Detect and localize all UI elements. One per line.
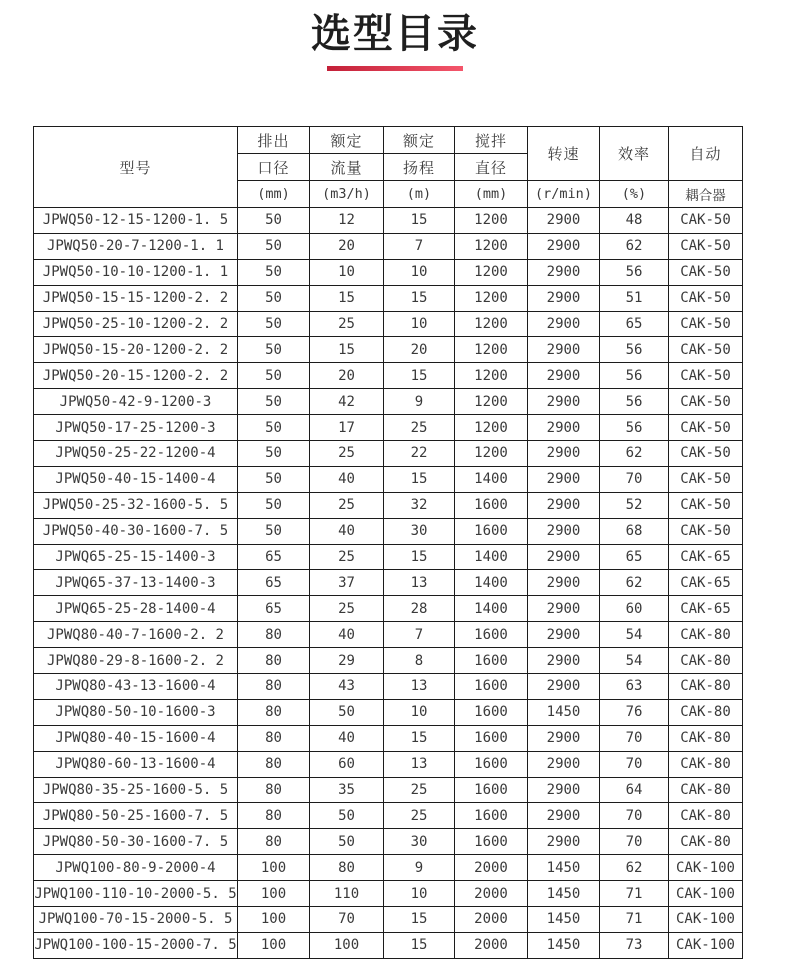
cell-rated-head: 30	[384, 829, 455, 855]
cell-model: JPWQ50-12-15-1200-1. 5	[34, 208, 238, 234]
cell-coupler: CAK-50	[669, 441, 743, 467]
cell-speed: 1450	[528, 932, 600, 958]
cell-speed: 2900	[528, 285, 600, 311]
cell-efficiency: 65	[600, 311, 669, 337]
cell-speed: 2900	[528, 415, 600, 441]
cell-model: JPWQ50-25-32-1600-5. 5	[34, 492, 238, 518]
cell-model: JPWQ80-40-7-1600-2. 2	[34, 622, 238, 648]
cell-coupler: CAK-50	[669, 311, 743, 337]
cell-efficiency: 70	[600, 725, 669, 751]
cell-efficiency: 65	[600, 544, 669, 570]
table-row	[34, 881, 743, 907]
cell-model: JPWQ65-37-13-1400-3	[34, 570, 238, 596]
header-mixing-line1: 搅拌	[455, 127, 528, 154]
table-row	[34, 596, 743, 622]
cell-mixing-diameter: 2000	[455, 881, 528, 907]
cell-coupler: CAK-100	[669, 907, 743, 933]
cell-coupler: CAK-50	[669, 492, 743, 518]
cell-efficiency: 56	[600, 363, 669, 389]
cell-mixing-diameter: 1200	[455, 285, 528, 311]
cell-outlet-diameter: 50	[238, 208, 310, 234]
cell-rated-head: 7	[384, 622, 455, 648]
cell-mixing-diameter: 1200	[455, 233, 528, 259]
cell-rated-flow: 10	[310, 259, 384, 285]
header-head-unit: (m)	[384, 181, 455, 208]
table-row	[34, 544, 743, 570]
cell-rated-head: 8	[384, 648, 455, 674]
cell-speed: 2900	[528, 725, 600, 751]
table-row	[34, 570, 743, 596]
cell-speed: 1450	[528, 907, 600, 933]
cell-rated-head: 15	[384, 932, 455, 958]
cell-coupler: CAK-50	[669, 285, 743, 311]
cell-outlet-diameter: 80	[238, 829, 310, 855]
header-flow-unit: (m3/h)	[310, 181, 384, 208]
cell-coupler: CAK-50	[669, 208, 743, 234]
table-row	[34, 233, 743, 259]
table-row	[34, 648, 743, 674]
table-row	[34, 777, 743, 803]
cell-speed: 2900	[528, 803, 600, 829]
selection-catalog-table	[33, 126, 743, 959]
cell-efficiency: 63	[600, 674, 669, 700]
cell-mixing-diameter: 1200	[455, 415, 528, 441]
cell-model: JPWQ80-60-13-1600-4	[34, 751, 238, 777]
header-model: 型号	[34, 127, 238, 208]
cell-model: JPWQ80-35-25-1600-5. 5	[34, 777, 238, 803]
cell-model: JPWQ100-110-10-2000-5. 5	[34, 881, 238, 907]
cell-outlet-diameter: 50	[238, 259, 310, 285]
cell-outlet-diameter: 100	[238, 881, 310, 907]
cell-rated-flow: 40	[310, 622, 384, 648]
page-title: 选型目录	[311, 12, 479, 56]
table-row	[34, 363, 743, 389]
cell-rated-head: 13	[384, 751, 455, 777]
cell-outlet-diameter: 80	[238, 751, 310, 777]
cell-speed: 2900	[528, 674, 600, 700]
table-row	[34, 725, 743, 751]
cell-efficiency: 62	[600, 855, 669, 881]
cell-coupler: CAK-80	[669, 699, 743, 725]
table-row	[34, 932, 743, 958]
cell-coupler: CAK-100	[669, 855, 743, 881]
header-speed-unit: (r/min)	[528, 181, 600, 208]
header-row-1	[34, 127, 743, 154]
cell-rated-flow: 15	[310, 285, 384, 311]
cell-outlet-diameter: 50	[238, 389, 310, 415]
cell-rated-flow: 25	[310, 492, 384, 518]
cell-speed: 2900	[528, 751, 600, 777]
header-efficiency: 效率	[600, 127, 669, 181]
cell-efficiency: 51	[600, 285, 669, 311]
cell-speed: 2900	[528, 363, 600, 389]
cell-speed: 2900	[528, 777, 600, 803]
cell-speed: 1450	[528, 881, 600, 907]
cell-rated-head: 25	[384, 777, 455, 803]
cell-speed: 2900	[528, 648, 600, 674]
table-row	[34, 259, 743, 285]
cell-rated-flow: 40	[310, 725, 384, 751]
cell-speed: 2900	[528, 544, 600, 570]
cell-mixing-diameter: 1600	[455, 492, 528, 518]
cell-rated-head: 15	[384, 208, 455, 234]
cell-rated-head: 7	[384, 233, 455, 259]
cell-speed: 2900	[528, 570, 600, 596]
cell-model: JPWQ50-40-30-1600-7. 5	[34, 518, 238, 544]
cell-coupler: CAK-65	[669, 570, 743, 596]
cell-speed: 2900	[528, 518, 600, 544]
cell-speed: 2900	[528, 466, 600, 492]
cell-efficiency: 62	[600, 233, 669, 259]
header-coupler-unit: 耦合器	[669, 181, 743, 208]
cell-mixing-diameter: 1600	[455, 777, 528, 803]
cell-outlet-diameter: 80	[238, 699, 310, 725]
cell-speed: 2900	[528, 492, 600, 518]
table-row	[34, 907, 743, 933]
cell-rated-flow: 50	[310, 803, 384, 829]
cell-outlet-diameter: 80	[238, 803, 310, 829]
cell-mixing-diameter: 1200	[455, 389, 528, 415]
table-row	[34, 855, 743, 881]
cell-rated-head: 25	[384, 415, 455, 441]
cell-rated-flow: 70	[310, 907, 384, 933]
cell-model: JPWQ50-25-22-1200-4	[34, 441, 238, 467]
cell-rated-head: 13	[384, 674, 455, 700]
cell-outlet-diameter: 65	[238, 544, 310, 570]
table-row	[34, 492, 743, 518]
cell-mixing-diameter: 2000	[455, 932, 528, 958]
cell-outlet-diameter: 50	[238, 441, 310, 467]
cell-rated-head: 9	[384, 389, 455, 415]
cell-outlet-diameter: 50	[238, 233, 310, 259]
cell-efficiency: 70	[600, 751, 669, 777]
cell-coupler: CAK-100	[669, 932, 743, 958]
cell-coupler: CAK-80	[669, 725, 743, 751]
cell-outlet-diameter: 50	[238, 492, 310, 518]
header-flow-line1: 额定	[310, 127, 384, 154]
cell-model: JPWQ80-40-15-1600-4	[34, 725, 238, 751]
cell-rated-head: 13	[384, 570, 455, 596]
cell-mixing-diameter: 1600	[455, 803, 528, 829]
table-row	[34, 829, 743, 855]
cell-outlet-diameter: 80	[238, 648, 310, 674]
cell-rated-flow: 50	[310, 699, 384, 725]
cell-rated-head: 9	[384, 855, 455, 881]
cell-rated-flow: 42	[310, 389, 384, 415]
cell-model: JPWQ50-42-9-1200-3	[34, 389, 238, 415]
cell-efficiency: 71	[600, 881, 669, 907]
cell-speed: 2900	[528, 829, 600, 855]
cell-rated-flow: 25	[310, 544, 384, 570]
cell-mixing-diameter: 1200	[455, 311, 528, 337]
cell-rated-flow: 80	[310, 855, 384, 881]
cell-mixing-diameter: 1400	[455, 466, 528, 492]
cell-speed: 1450	[528, 699, 600, 725]
cell-efficiency: 70	[600, 803, 669, 829]
cell-speed: 1450	[528, 855, 600, 881]
header-head-line1: 额定	[384, 127, 455, 154]
cell-efficiency: 56	[600, 415, 669, 441]
table-row	[34, 518, 743, 544]
header-efficiency-unit: (%)	[600, 181, 669, 208]
cell-mixing-diameter: 2000	[455, 907, 528, 933]
cell-coupler: CAK-80	[669, 648, 743, 674]
cell-model: JPWQ50-20-7-1200-1. 1	[34, 233, 238, 259]
cell-efficiency: 52	[600, 492, 669, 518]
cell-coupler: CAK-80	[669, 829, 743, 855]
cell-model: JPWQ80-29-8-1600-2. 2	[34, 648, 238, 674]
cell-rated-head: 22	[384, 441, 455, 467]
cell-mixing-diameter: 1200	[455, 441, 528, 467]
cell-outlet-diameter: 65	[238, 596, 310, 622]
cell-efficiency: 68	[600, 518, 669, 544]
cell-speed: 2900	[528, 337, 600, 363]
cell-mixing-diameter: 1600	[455, 622, 528, 648]
cell-outlet-diameter: 50	[238, 518, 310, 544]
cell-rated-head: 15	[384, 285, 455, 311]
cell-model: JPWQ80-43-13-1600-4	[34, 674, 238, 700]
header-outlet-line2: 口径	[238, 154, 310, 181]
header-mixing-unit: (mm)	[455, 181, 528, 208]
cell-rated-flow: 110	[310, 881, 384, 907]
cell-efficiency: 62	[600, 570, 669, 596]
header-outlet-unit: (mm)	[238, 181, 310, 208]
cell-model: JPWQ100-80-9-2000-4	[34, 855, 238, 881]
header-flow-line2: 流量	[310, 154, 384, 181]
cell-efficiency: 56	[600, 337, 669, 363]
table-row	[34, 311, 743, 337]
cell-rated-flow: 37	[310, 570, 384, 596]
cell-efficiency: 62	[600, 441, 669, 467]
cell-mixing-diameter: 1600	[455, 751, 528, 777]
cell-mixing-diameter: 1600	[455, 699, 528, 725]
header-speed: 转速	[528, 127, 600, 181]
cell-outlet-diameter: 100	[238, 907, 310, 933]
cell-rated-head: 28	[384, 596, 455, 622]
cell-efficiency: 73	[600, 932, 669, 958]
cell-rated-head: 15	[384, 907, 455, 933]
cell-rated-flow: 15	[310, 337, 384, 363]
table-row	[34, 622, 743, 648]
cell-speed: 2900	[528, 208, 600, 234]
cell-rated-flow: 25	[310, 596, 384, 622]
cell-rated-head: 32	[384, 492, 455, 518]
cell-model: JPWQ50-17-25-1200-3	[34, 415, 238, 441]
table-header	[34, 127, 743, 208]
cell-rated-head: 10	[384, 881, 455, 907]
cell-rated-flow: 100	[310, 932, 384, 958]
cell-coupler: CAK-80	[669, 751, 743, 777]
cell-mixing-diameter: 1400	[455, 570, 528, 596]
cell-model: JPWQ80-50-30-1600-7. 5	[34, 829, 238, 855]
cell-efficiency: 71	[600, 907, 669, 933]
cell-model: JPWQ50-15-15-1200-2. 2	[34, 285, 238, 311]
cell-model: JPWQ80-50-25-1600-7. 5	[34, 803, 238, 829]
cell-outlet-diameter: 50	[238, 415, 310, 441]
cell-mixing-diameter: 1400	[455, 596, 528, 622]
table-row	[34, 389, 743, 415]
cell-rated-flow: 40	[310, 466, 384, 492]
cell-speed: 2900	[528, 441, 600, 467]
cell-outlet-diameter: 100	[238, 855, 310, 881]
cell-model: JPWQ65-25-15-1400-3	[34, 544, 238, 570]
cell-outlet-diameter: 80	[238, 777, 310, 803]
cell-efficiency: 56	[600, 389, 669, 415]
cell-rated-flow: 35	[310, 777, 384, 803]
cell-rated-flow: 40	[310, 518, 384, 544]
cell-mixing-diameter: 1200	[455, 363, 528, 389]
cell-speed: 2900	[528, 622, 600, 648]
header-mixing-line2: 直径	[455, 154, 528, 181]
cell-outlet-diameter: 65	[238, 570, 310, 596]
cell-mixing-diameter: 1200	[455, 208, 528, 234]
cell-efficiency: 56	[600, 259, 669, 285]
cell-coupler: CAK-50	[669, 389, 743, 415]
cell-model: JPWQ50-40-15-1400-4	[34, 466, 238, 492]
cell-efficiency: 76	[600, 699, 669, 725]
cell-coupler: CAK-80	[669, 674, 743, 700]
cell-rated-head: 20	[384, 337, 455, 363]
table-row	[34, 337, 743, 363]
cell-speed: 2900	[528, 596, 600, 622]
cell-rated-head: 10	[384, 311, 455, 337]
cell-model: JPWQ50-25-10-1200-2. 2	[34, 311, 238, 337]
cell-outlet-diameter: 50	[238, 311, 310, 337]
cell-model: JPWQ50-10-10-1200-1. 1	[34, 259, 238, 285]
cell-mixing-diameter: 1600	[455, 518, 528, 544]
cell-rated-head: 10	[384, 259, 455, 285]
table-row	[34, 803, 743, 829]
cell-mixing-diameter: 1600	[455, 674, 528, 700]
cell-rated-flow: 50	[310, 829, 384, 855]
cell-coupler: CAK-50	[669, 518, 743, 544]
cell-rated-flow: 25	[310, 311, 384, 337]
cell-mixing-diameter: 1600	[455, 725, 528, 751]
cell-coupler: CAK-50	[669, 466, 743, 492]
header-coupler: 自动	[669, 127, 743, 181]
cell-model: JPWQ50-15-20-1200-2. 2	[34, 337, 238, 363]
cell-efficiency: 70	[600, 829, 669, 855]
cell-speed: 2900	[528, 233, 600, 259]
table-row	[34, 441, 743, 467]
header-head-line2: 扬程	[384, 154, 455, 181]
cell-efficiency: 64	[600, 777, 669, 803]
cell-mixing-diameter: 1200	[455, 259, 528, 285]
cell-mixing-diameter: 2000	[455, 855, 528, 881]
cell-rated-flow: 20	[310, 233, 384, 259]
cell-speed: 2900	[528, 389, 600, 415]
cell-rated-head: 10	[384, 699, 455, 725]
cell-coupler: CAK-50	[669, 233, 743, 259]
cell-outlet-diameter: 50	[238, 363, 310, 389]
cell-speed: 2900	[528, 311, 600, 337]
cell-coupler: CAK-80	[669, 622, 743, 648]
cell-rated-flow: 43	[310, 674, 384, 700]
cell-rated-flow: 29	[310, 648, 384, 674]
table-body	[34, 208, 743, 959]
cell-mixing-diameter: 1600	[455, 648, 528, 674]
cell-rated-head: 15	[384, 725, 455, 751]
cell-rated-flow: 17	[310, 415, 384, 441]
table-row	[34, 674, 743, 700]
cell-model: JPWQ100-100-15-2000-7. 5	[34, 932, 238, 958]
cell-coupler: CAK-65	[669, 596, 743, 622]
cell-model: JPWQ80-50-10-1600-3	[34, 699, 238, 725]
cell-model: JPWQ50-20-15-1200-2. 2	[34, 363, 238, 389]
header-outlet-line1: 排出	[238, 127, 310, 154]
cell-outlet-diameter: 80	[238, 725, 310, 751]
table-row	[34, 285, 743, 311]
cell-speed: 2900	[528, 259, 600, 285]
cell-rated-head: 30	[384, 518, 455, 544]
table-row	[34, 466, 743, 492]
table-row	[34, 751, 743, 777]
cell-rated-head: 15	[384, 544, 455, 570]
cell-coupler: CAK-80	[669, 777, 743, 803]
table-row	[34, 415, 743, 441]
cell-mixing-diameter: 1600	[455, 829, 528, 855]
cell-outlet-diameter: 50	[238, 466, 310, 492]
cell-outlet-diameter: 100	[238, 932, 310, 958]
cell-outlet-diameter: 80	[238, 622, 310, 648]
cell-mixing-diameter: 1200	[455, 337, 528, 363]
cell-rated-flow: 60	[310, 751, 384, 777]
cell-outlet-diameter: 50	[238, 285, 310, 311]
cell-rated-flow: 20	[310, 363, 384, 389]
cell-model: JPWQ100-70-15-2000-5. 5	[34, 907, 238, 933]
cell-coupler: CAK-100	[669, 881, 743, 907]
cell-efficiency: 54	[600, 648, 669, 674]
cell-rated-flow: 12	[310, 208, 384, 234]
title-accent-underline	[327, 66, 463, 71]
cell-coupler: CAK-50	[669, 415, 743, 441]
cell-rated-head: 25	[384, 803, 455, 829]
cell-mixing-diameter: 1400	[455, 544, 528, 570]
cell-efficiency: 48	[600, 208, 669, 234]
cell-coupler: CAK-80	[669, 803, 743, 829]
cell-outlet-diameter: 80	[238, 674, 310, 700]
cell-efficiency: 60	[600, 596, 669, 622]
cell-model: JPWQ65-25-28-1400-4	[34, 596, 238, 622]
cell-rated-head: 15	[384, 466, 455, 492]
cell-rated-head: 15	[384, 363, 455, 389]
cell-efficiency: 54	[600, 622, 669, 648]
cell-rated-flow: 25	[310, 441, 384, 467]
cell-coupler: CAK-50	[669, 337, 743, 363]
table-row	[34, 208, 743, 234]
cell-outlet-diameter: 50	[238, 337, 310, 363]
cell-efficiency: 70	[600, 466, 669, 492]
cell-coupler: CAK-50	[669, 259, 743, 285]
table-row	[34, 699, 743, 725]
cell-coupler: CAK-65	[669, 544, 743, 570]
cell-coupler: CAK-50	[669, 363, 743, 389]
